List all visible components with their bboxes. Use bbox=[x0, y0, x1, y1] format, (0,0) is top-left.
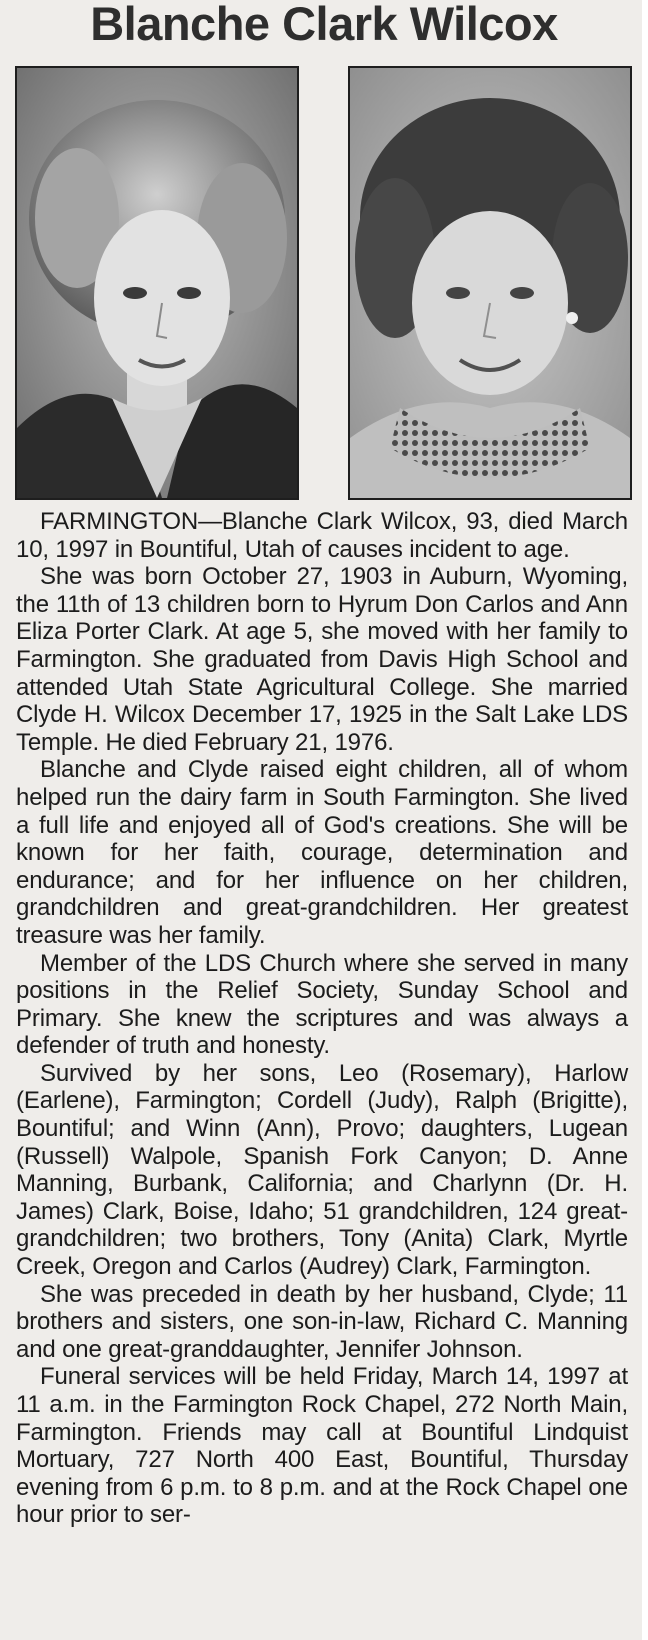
paragraph-funeral-services: Funeral services will be held Friday, March 14, 1997 at 11 a.m. in the Farmington Rock Chapel, 272 North Main, Farmington. Friends may call at Bountiful Lindquist Mortuary, 727 North 400 East, Bountiful, Thursday evening from 6 p.m. to 8 p.m. and at the Rock Chapel one hour prior to ser- bbox=[16, 1363, 628, 1529]
portrait-young-image bbox=[17, 68, 297, 498]
portrait-photo-young bbox=[15, 66, 299, 500]
portrait-photo-older bbox=[348, 66, 632, 500]
obituary-headline: Blanche Clark Wilcox bbox=[90, 0, 558, 50]
paragraph-survivors: Survived by her sons, Leo (Rosemary), Harlow (Earlene), Farmington; Cordell (Judy), Ralph (Brigitte), Bountiful; and Winn (Ann), Provo; daughters, Lugean (Russell) Walpole, Spanish Fork Canyon; D. Anne Manning, Burbank, California; and Charlynn (Dr. H. James) Clark, Boise, Idaho; 51 grandchildren, 124 great-grandchildren; two brothers, Tony (Anita) Clark, Myrtle Creek, Oregon and Carlos (Audrey) Clark, Farmington. bbox=[16, 1059, 628, 1281]
obituary-body bbox=[16, 508, 628, 1529]
portrait-older-image bbox=[350, 68, 630, 498]
paragraph-biography: She was born October 27, 1903 in Auburn, Wyoming, the 11th of 13 children born to Hyrum Don Carlos and Ann Eliza Porter Clark. At age 5, she moved with her family to Farmington. She graduated from Davis High School and attended Utah State Agricultural College. She married Clyde H. Wilcox December 17, 1925 in the Salt Lake LDS Temple. He died February 21, 1976. bbox=[16, 563, 628, 756]
paragraph-death-notice: FARMINGTON—Blanche Clark Wilcox, 93, died March 10, 1997 in Bountiful, Utah of causes incident to age. bbox=[16, 508, 628, 563]
paragraph-preceded-in-death: She was preceded in death by her husband, Clyde; 11 brothers and sisters, one son-in-law, Richard C. Manning and one great-granddaughter, Jennifer Johnson. bbox=[16, 1280, 628, 1363]
paragraph-family-life: Blanche and Clyde raised eight children, all of whom helped run the dairy farm in South Farmington. She lived a full life and enjoyed all of God's creations. She will be known for her faith, courage, determination and endurance; and for her influence on her children, grandchildren and great-grandchildren. Her greatest treasure was her family. bbox=[16, 756, 628, 949]
paragraph-church-service: Member of the LDS Church where she served in many positions in the Relief Society, Sunday School and Primary. She knew the scriptures and was always a defender of truth and honesty. bbox=[16, 949, 628, 1060]
